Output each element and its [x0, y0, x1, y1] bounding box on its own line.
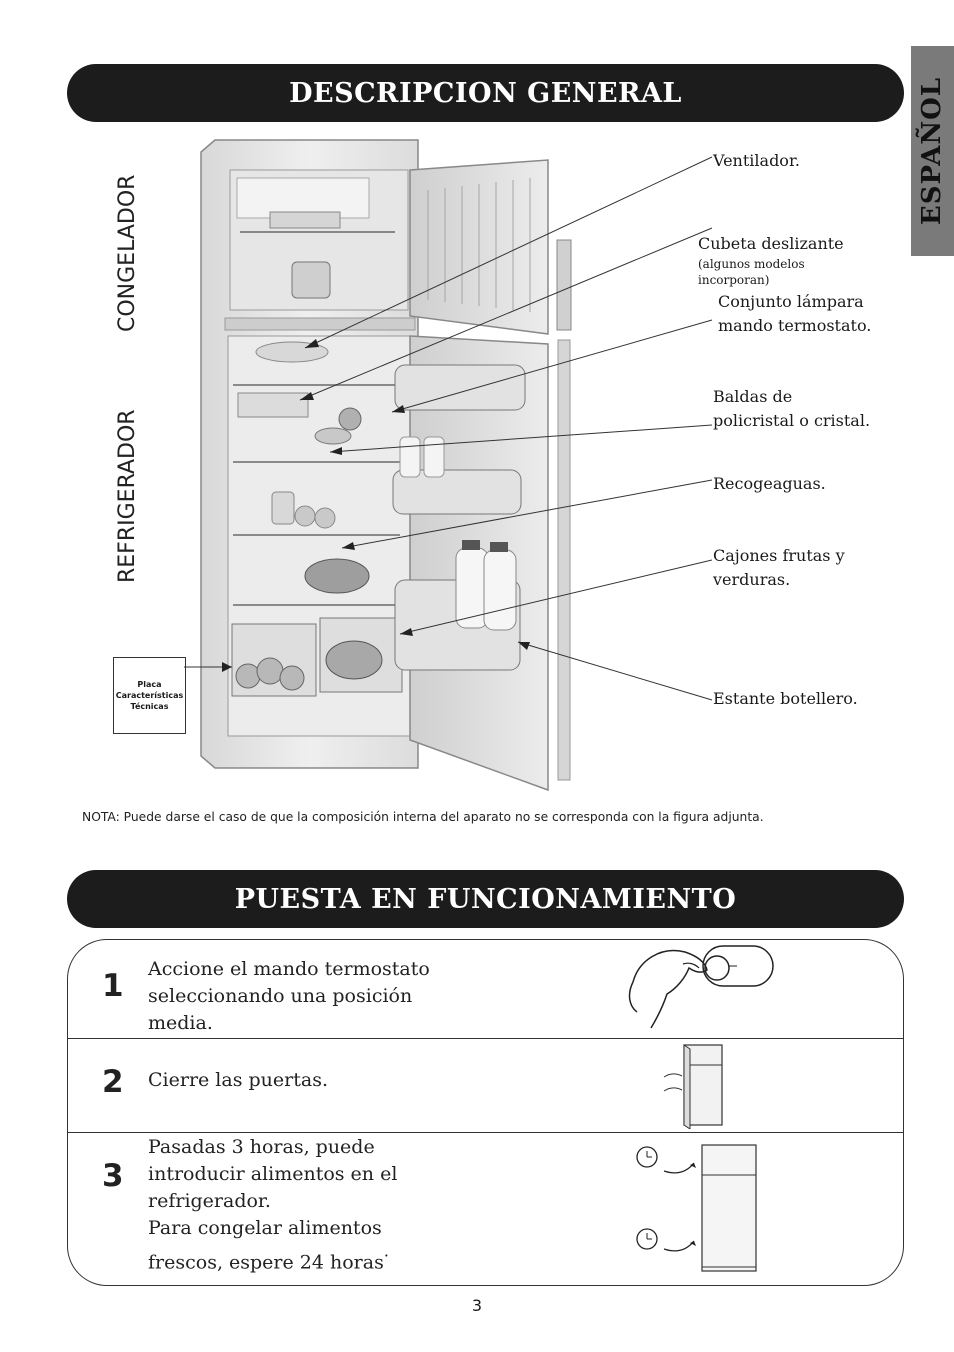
thermostat-knob-icon: [623, 942, 783, 1034]
language-label: ESPAÑOL: [917, 76, 948, 226]
step-3-text-body: Pasadas 3 horas, puede introducir alimentos en el refrigerador. Para congelar alimentos frescos, espere 24 horas: [148, 1136, 398, 1274]
step-3-dot: ·: [383, 1246, 389, 1265]
fridge-label: REFRIGERADOR: [115, 409, 140, 583]
step-1: [68, 940, 903, 1038]
callout-lampara: Conjunto lámpara mando termostato.: [718, 292, 872, 335]
freezer-label: CONGELADOR: [115, 174, 140, 332]
page-number: 3: [471, 1296, 483, 1315]
step-2-number: 2: [102, 1064, 124, 1100]
step-2-text: Cierre las puertas.: [148, 1069, 328, 1091]
plate-line-2: Características: [115, 691, 184, 700]
section-title-descripcion: DESCRIPCION GENERAL: [67, 64, 904, 122]
callout-baldas: Baldas de policristal o cristal.: [713, 387, 871, 430]
step-3: [68, 1132, 903, 1286]
step-1-number: 1: [102, 968, 124, 1004]
step-2: [68, 1038, 903, 1132]
section-title-puesta: PUESTA EN FUNCIONAMIENTO: [67, 870, 904, 928]
step-1-text: Accione el mando termostato seleccionando una posición media.: [148, 958, 430, 1034]
plate-line-1: Placa: [137, 680, 162, 689]
clock-fridge-icon: [630, 1143, 770, 1277]
callout-cubeta-note: (algunos modelos incorporan): [698, 257, 805, 287]
callout-ventilador: Ventilador.: [713, 151, 800, 170]
step-3-number: 3: [102, 1158, 124, 1194]
closed-fridge-icon: [662, 1043, 732, 1129]
callout-recogeaguas: Recogeaguas.: [713, 474, 826, 493]
note-text: NOTA: Puede darse el caso de que la composición interna del aparato no se corresponda con la figura adjunta.: [82, 810, 764, 824]
callout-cajones: Cajones frutas y verduras.: [713, 546, 845, 589]
step-3-text: [148, 1134, 397, 1276]
callout-botellero: Estante botellero.: [713, 689, 858, 708]
callout-cubeta-title: Cubeta deslizante: [698, 234, 844, 253]
rating-plate-box: [113, 657, 186, 734]
steps-box: [67, 939, 904, 1286]
plate-line-3: Técnicas: [130, 702, 169, 711]
